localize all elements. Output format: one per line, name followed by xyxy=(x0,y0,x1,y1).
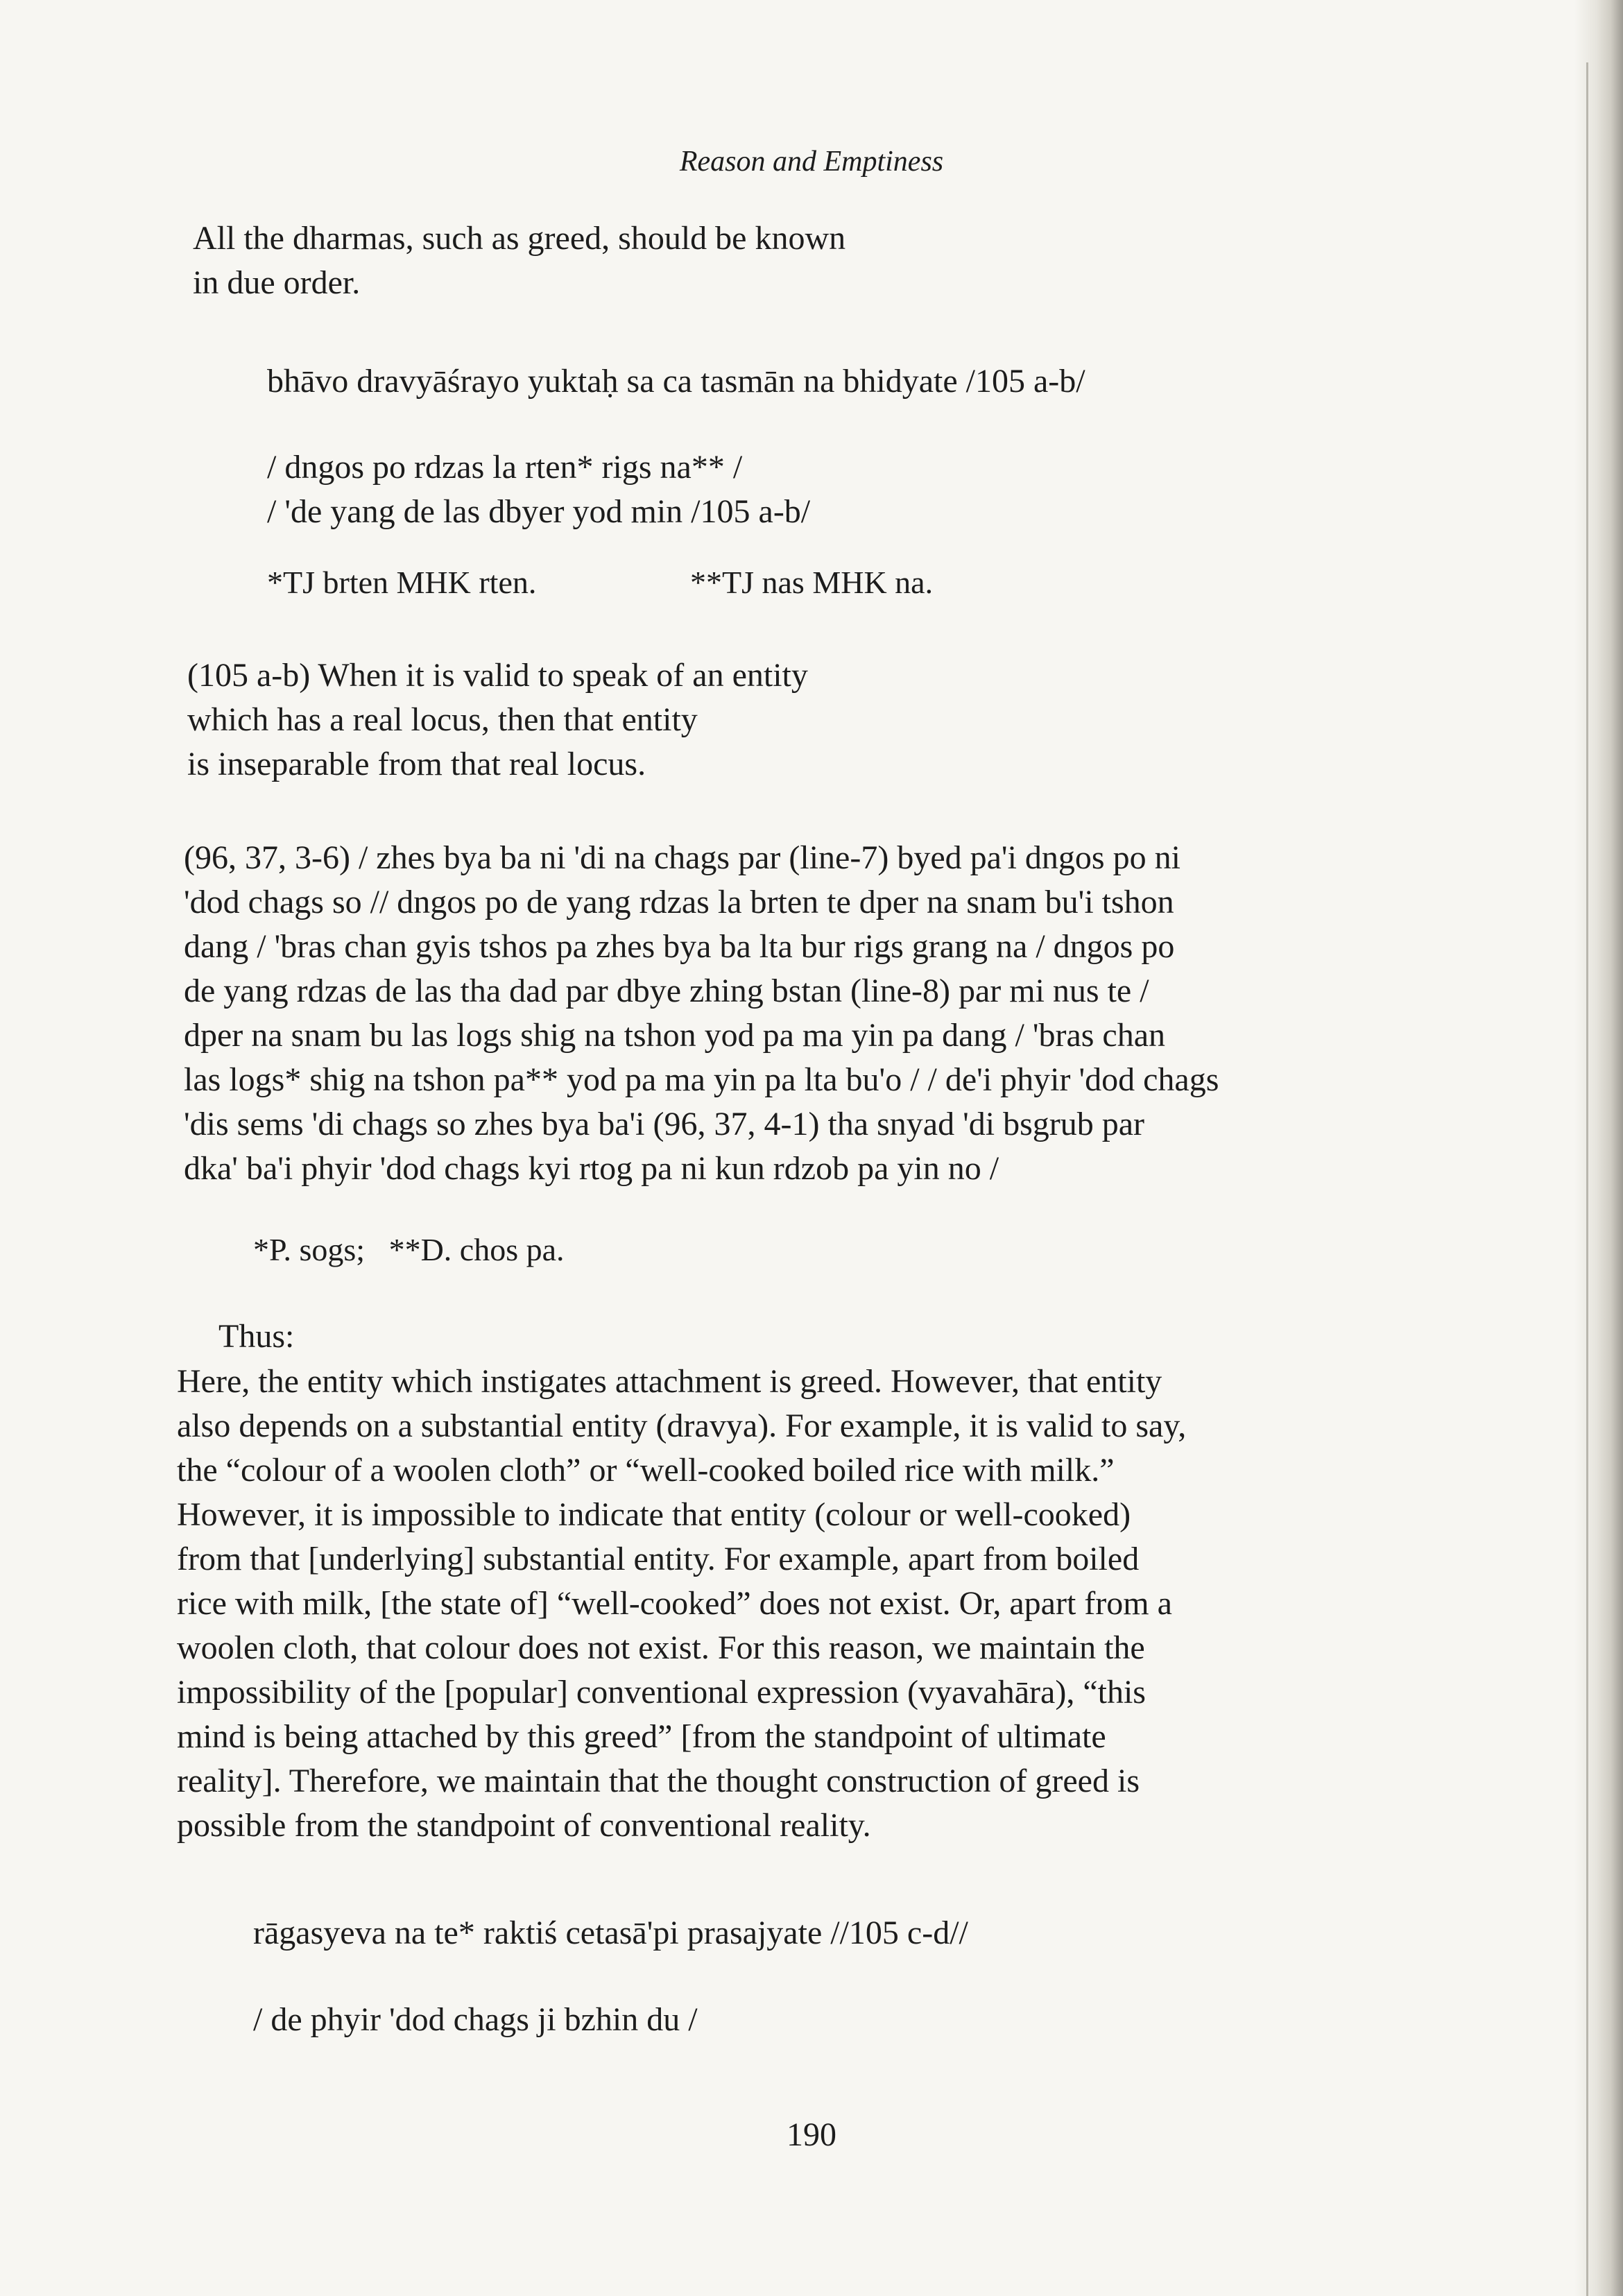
text-line: the “colour of a woolen cloth” or “well-cooked boiled rice with milk.” xyxy=(177,1452,1115,1489)
text-line: 'dod chags so // dngos po de yang rdzas la brten te dper na snam bu'i tshon xyxy=(184,884,1174,920)
commentary-translation xyxy=(177,1360,1425,1848)
text-line: which has a real locus, then that entity xyxy=(187,701,698,738)
text-line: is inseparable from that real locus. xyxy=(187,746,646,782)
text-line: mind is being attached by this greed” [from the standpoint of ultimate xyxy=(177,1718,1106,1755)
text-line: Here, the entity which instigates attachment is greed. However, that entity xyxy=(177,1363,1162,1400)
text-line: / 'de yang de las dbyer yod min /105 a-b/ xyxy=(267,493,811,530)
text-line: / dngos po rdzas la rten* rigs na** / xyxy=(267,449,743,486)
page-edge-line xyxy=(1586,62,1588,2296)
text-line: impossibility of the [popular] conventional expression (vyavahāra), “this xyxy=(177,1674,1146,1711)
text-line: possible from the standpoint of conventional reality. xyxy=(177,1807,871,1844)
translation-105ab xyxy=(187,653,808,787)
page-number: 190 xyxy=(787,2116,836,2153)
verse-103-translation xyxy=(193,216,845,305)
text-line: de yang rdzas de las tha dad par dbye zhing bstan (line-8) par mi nus te / xyxy=(184,973,1149,1009)
text-line: also depends on a substantial entity (dravya). For example, it is valid to say, xyxy=(177,1407,1187,1444)
text-line: in due order. xyxy=(193,264,361,301)
text-line: (105 a-b) When it is valid to speak of an entity xyxy=(187,657,808,694)
sanskrit-105ab: bhāvo dravyāśrayo yuktaḥ sa ca tasmān na bhidyate /105 a-b/ xyxy=(267,363,1085,400)
thus-label: Thus: xyxy=(218,1318,295,1355)
text-line: However, it is impossible to indicate that entity (colour or well-cooked) xyxy=(177,1496,1131,1533)
page-edge-shadow xyxy=(1574,0,1623,2296)
commentary-variants: *P. sogs; **D. chos pa. xyxy=(253,1232,565,1267)
text-line: All the dharmas, such as greed, should be known xyxy=(193,220,846,257)
variant-note-105ab-second: **TJ nas MHK na. xyxy=(690,565,934,600)
text-line: 'dis sems 'di chags so zhes bya ba'i (96, 37, 4-1) tha snyad 'di bsgrub par xyxy=(184,1106,1145,1142)
tibetan-105cd: / de phyir 'dod chags ji bzhin du / xyxy=(253,2001,698,2038)
text-line: reality]. Therefore, we maintain that the thought construction of greed is xyxy=(177,1763,1140,1799)
variant-note-105ab-first: *TJ brten MHK rten. xyxy=(267,565,537,600)
text-line: from that [underlying] substantial entity. For example, apart from boiled xyxy=(177,1541,1140,1577)
text-line: woolen cloth, that colour does not exist. For this reason, we maintain the xyxy=(177,1629,1145,1666)
text-line: las logs* shig na tshon pa** yod pa ma yin pa lta bu'o / / de'i phyir 'dod chags xyxy=(184,1061,1219,1098)
text-line: (96, 37, 3-6) / zhes bya ba ni 'di na chags par (line-7) byed pa'i dngos po ni xyxy=(184,839,1180,876)
tibetan-105ab xyxy=(267,445,810,534)
sanskrit-105cd: rāgasyeva na te* raktiś cetasā'pi prasajyate //105 c-d// xyxy=(253,1914,968,1951)
text-line: dang / 'bras chan gyis tshos pa zhes bya ba lta bur rigs grang na / dngos po xyxy=(184,928,1175,965)
text-line: rice with milk, [the state of] “well-cooked” does not exist. Or, apart from a xyxy=(177,1585,1172,1622)
text-line: dper na snam bu las logs shig na tshon yod pa ma yin pa dang / 'bras chan xyxy=(184,1017,1166,1054)
running-head: Reason and Emptiness xyxy=(679,146,944,178)
text-line: dka' ba'i phyir 'dod chags kyi rtog pa ni kun rdzob pa yin no / xyxy=(184,1150,999,1187)
commentary-tibetan xyxy=(184,836,1425,1191)
